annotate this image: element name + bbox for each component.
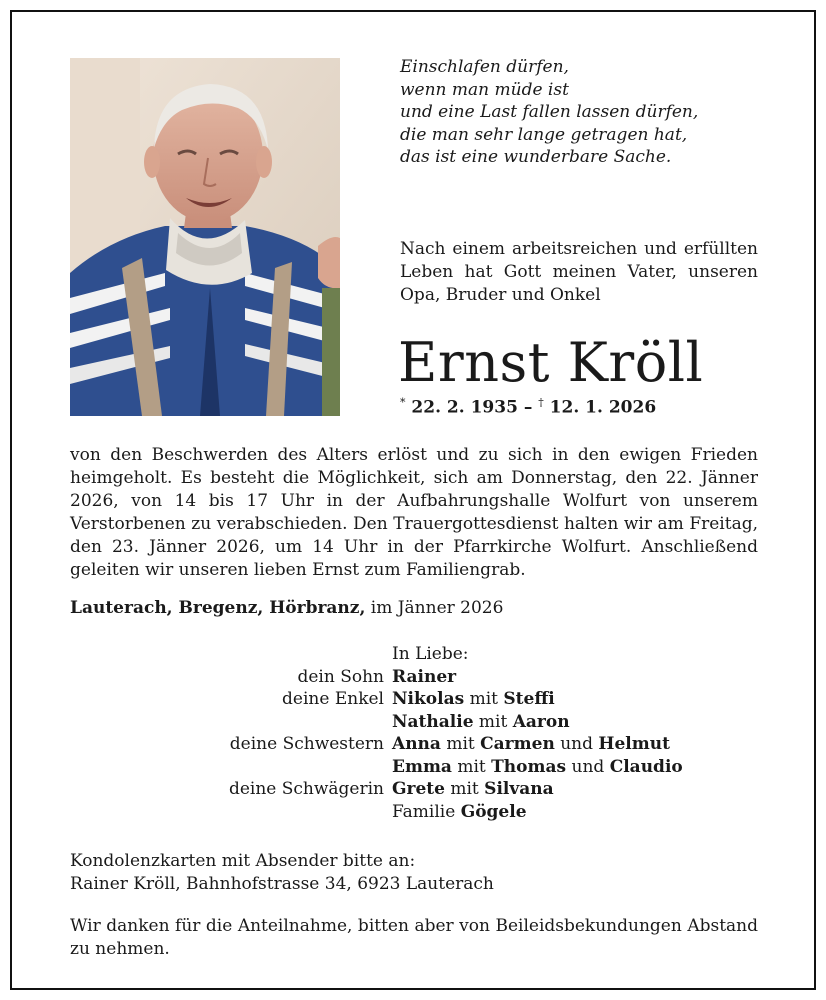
- towns: Lauterach, Bregenz, Hörbranz,: [70, 598, 366, 618]
- thanks-text: Wir danken für die Anteilnahme, bitten aber von Beileidsbekundungen Abstand zu nehmen.: [70, 916, 758, 959]
- family-names: [392, 778, 770, 801]
- family-relation: [70, 711, 392, 734]
- family-member-name: Claudio: [609, 756, 683, 777]
- poem-line: und eine Last fallen lassen dürfen,: [400, 102, 699, 122]
- family-relation: deine Schwägerin: [228, 779, 384, 799]
- family-member-name: Emma: [392, 756, 452, 777]
- family-relation: deine Enkel: [282, 689, 384, 709]
- family-connector: mit: [440, 734, 481, 754]
- family-relation: [70, 801, 392, 824]
- family-member-name: Gögele: [460, 801, 527, 822]
- birth-date: 22. 2. 1935: [411, 397, 518, 418]
- family-member-name: Grete: [392, 779, 445, 799]
- family-member-name: Helmut: [598, 734, 670, 754]
- family-connector: und: [566, 756, 610, 777]
- family-heading-row: [70, 643, 770, 666]
- date-separator: –: [523, 397, 533, 418]
- poem-line: Einschlafen dürfen,: [400, 57, 569, 77]
- body-text: von den Beschwerden des Alters erlöst und zu sich in den ewigen Frieden heimgeholt. Es besteht die Möglichkeit, sich am Donnerstag, den 22. Jänner 2026, von 14 bis 17 Uhr in der Aufbahrungshalle Wolfurt von unserem Verstorbenen zu verabschieden. Den Trauergottesdienst halten wir am Freitag, den 23. Jänner 2026, um 14 Uhr in der Pfarrkirche Wolfurt. Anschließend geleiten wir unseren lieben Ernst zum Familiengrab.: [70, 445, 758, 580]
- family-row: [70, 733, 770, 756]
- poem-line: wenn man müde ist: [400, 79, 569, 100]
- family-row: [70, 756, 770, 779]
- family-member-name: Anna: [392, 734, 441, 754]
- place-date: [70, 598, 503, 618]
- family-row: [70, 711, 770, 734]
- family-names: [392, 801, 770, 824]
- family-connector: mit: [473, 711, 513, 732]
- family-member-name: Rainer: [392, 666, 457, 687]
- family-member-name: Steffi: [503, 689, 555, 709]
- family-member-name: Carmen: [480, 734, 555, 754]
- family-row: [70, 688, 770, 711]
- family-names: [392, 688, 770, 711]
- intro-text: Nach einem arbeitsreichen und erfüllten Leben hat Gott meinen Vater, unseren Opa, Bruder und Onkel: [400, 239, 758, 305]
- poem: [400, 56, 780, 169]
- family-connector: Familie: [392, 801, 461, 822]
- condolence-address-line: Rainer Kröll, Bahnhofstrasse 34, 6923 Lauterach: [70, 874, 494, 894]
- family-row: [70, 666, 770, 689]
- family-names: [392, 756, 770, 779]
- family-list: [70, 643, 770, 823]
- family-relation: [70, 756, 392, 779]
- family-member-name: Aaron: [512, 711, 570, 732]
- life-dates: [400, 396, 656, 418]
- condolence-line: Kondolenzkarten mit Absender bitte an:: [70, 851, 416, 871]
- family-rows: [70, 666, 770, 824]
- family-member-name: Nathalie: [392, 711, 474, 732]
- family-member-name: Thomas: [491, 756, 567, 777]
- family-connector: und: [554, 734, 599, 754]
- family-relation: deine Schwestern: [229, 734, 384, 754]
- notice-date: im Jänner 2026: [370, 598, 504, 618]
- portrait-illustration: [70, 58, 340, 416]
- family-connector: mit: [464, 689, 504, 709]
- family-names: [392, 666, 770, 689]
- family-names: [392, 711, 770, 734]
- family-row: [70, 778, 770, 801]
- family-connector: mit: [451, 756, 492, 777]
- deceased-name: Ernst Kröll: [398, 331, 704, 394]
- poem-line: das ist eine wunderbare Sache.: [400, 147, 672, 167]
- birth-symbol: *: [400, 396, 406, 409]
- death-symbol: †: [538, 396, 544, 409]
- family-row: [70, 801, 770, 824]
- portrait-photo: [70, 58, 340, 416]
- family-relation: dein Sohn: [297, 666, 384, 687]
- family-connector: mit: [444, 779, 485, 799]
- family-names: [392, 733, 770, 756]
- condolence-address: [70, 850, 494, 896]
- death-date: 12. 1. 2026: [549, 397, 657, 418]
- obituary-notice: [10, 10, 816, 990]
- family-member-name: Silvana: [484, 779, 554, 799]
- poem-line: die man sehr lange getragen hat,: [400, 124, 688, 145]
- family-member-name: Nikolas: [392, 689, 465, 709]
- family-heading: In Liebe:: [392, 644, 469, 664]
